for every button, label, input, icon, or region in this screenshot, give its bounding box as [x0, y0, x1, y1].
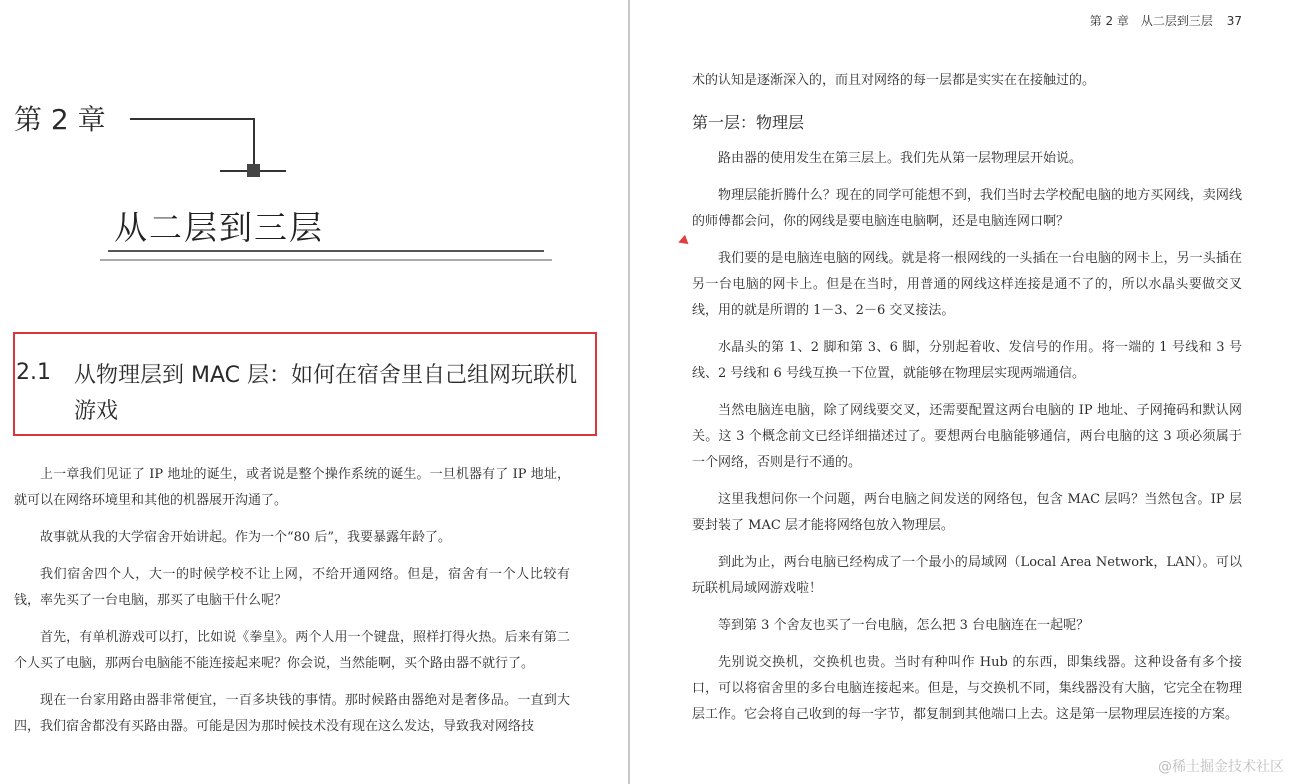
paragraph: 到此为止，两台电脑已经构成了一个最小的局域网（Local Area Network，LAN）。可以玩联机局域网游戏啦！ [692, 555, 1242, 596]
paragraph: 故事就从我的大学宿舍开始讲起。作为一个“80 后”，我要暴露年龄了。 [40, 530, 451, 545]
paragraph: 当然电脑连电脑，除了网线要交叉，还需要配置这两台电脑的 IP 地址、子网掩码和默认网关。这 3 个概念前文已经详细描述过了。要想两台电脑能够通信，两台电脑的这 3 项必须属于一个网络，否则是行不通的。 [692, 403, 1242, 470]
left-page [0, 0, 628, 784]
paragraph: 这里我想问你一个问题，两台电脑之间发送的网络包，包含 MAC 层吗？当然包含。IP 层要封装了 MAC 层才能将网络包放入物理层。 [692, 492, 1242, 533]
left-body-text [14, 462, 570, 751]
watermark: @稀土掘金技术社区 [1158, 759, 1284, 775]
running-head [1080, 12, 1242, 29]
section-title: 从物理层到 MAC 层：如何在宿舍里自己组网玩联机游戏 [74, 363, 577, 424]
paragraph: 首先，有单机游戏可以打，比如说《拳皇》。两个人用一个键盘，照样打得火热。后来有第二个人买了电脑，那两台电脑能不能连接起来呢？你会说，当然能啊，买个路由器不就行了。 [14, 630, 570, 671]
paragraph: 我们宿舍四个人，大一的时候学校不让上网，不给开通网络。但是，宿舍有一个人比较有钱，率先买了一台电脑，那买了电脑干什么呢？ [14, 567, 570, 608]
section-number: 2.1 [16, 360, 51, 385]
chapter-title-rule-shadow [100, 259, 552, 261]
subheading: 第一层：物理层 [692, 113, 805, 132]
paragraph: 上一章我们见证了 IP 地址的诞生，或者说是整个操作系统的诞生。一旦机器有了 IP 地址，就可以在网络环境里和其他的机器展开沟通了。 [14, 467, 570, 508]
right-page [630, 0, 1292, 784]
chapter-title: 从二层到三层 [114, 208, 324, 247]
paragraph: 路由器的使用发生在第三层上。我们先从第一层物理层开始说。 [718, 151, 1083, 166]
chapter-ornament-stem [253, 118, 255, 164]
chapter-title-rule [108, 250, 544, 252]
paragraph: 水晶头的第 1、2 脚和第 3、6 脚，分别起着收、发信号的作用。将一端的 1 号线和 3 号线、2 号线和 6 号线互换一下位置，就能够在物理层实现两端通信。 [692, 340, 1242, 381]
red-arrow-marker-icon [677, 235, 689, 247]
chapter-ornament-line [130, 118, 254, 120]
paragraph: 等到第 3 个舍友也买了一台电脑，怎么把 3 台电脑连在一起呢？ [718, 618, 1090, 633]
right-body-text [692, 68, 1242, 739]
page-number: 37 [1226, 14, 1242, 28]
paragraph: 物理层能折腾什么？现在的同学可能想不到，我们当时去学校配电脑的地方买网线，卖网线的师傅都会问，你的网线是要电脑连电脑啊，还是电脑连网口啊？ [692, 188, 1242, 229]
running-head-title: 第 2 章 从二层到三层 [1089, 14, 1213, 28]
paragraph: 先别说交换机，交换机也贵。当时有种叫作 Hub 的东西，即集线器。这种设备有多个接口，可以将宿舍里的多台电脑连接起来。但是，与交换机不同，集线器没有大脑，它完全在物理层工作。它会将自己收到的每一字节，都复制到其他端口上去。这是第一层物理层连接的方案。 [692, 655, 1242, 722]
paragraph: 我们要的是电脑连电脑的网线。就是将一根网线的一头插在一台电脑的网卡上，另一头插在另一台电脑的网卡上。但是在当时，用普通的网线这样连接是通不了的，所以水晶头要做交叉线，用的就是所谓的 1－3、2－6 交叉接法。 [692, 251, 1242, 318]
continued-paragraph: 术的认知是逐渐深入的，而且对网络的每一层都是实实在在接触过的。 [692, 73, 1096, 88]
paragraph: 现在一台家用路由器非常便宜，一百多块钱的事情。那时候路由器绝对是奢侈品。一直到大四，我们宿舍都没有买路由器。可能是因为那时候技术没有现在这么发达，导致我对网络技 [14, 693, 570, 734]
chapter-number: 第 2 章 [14, 103, 106, 136]
chapter-ornament-square [247, 164, 260, 177]
